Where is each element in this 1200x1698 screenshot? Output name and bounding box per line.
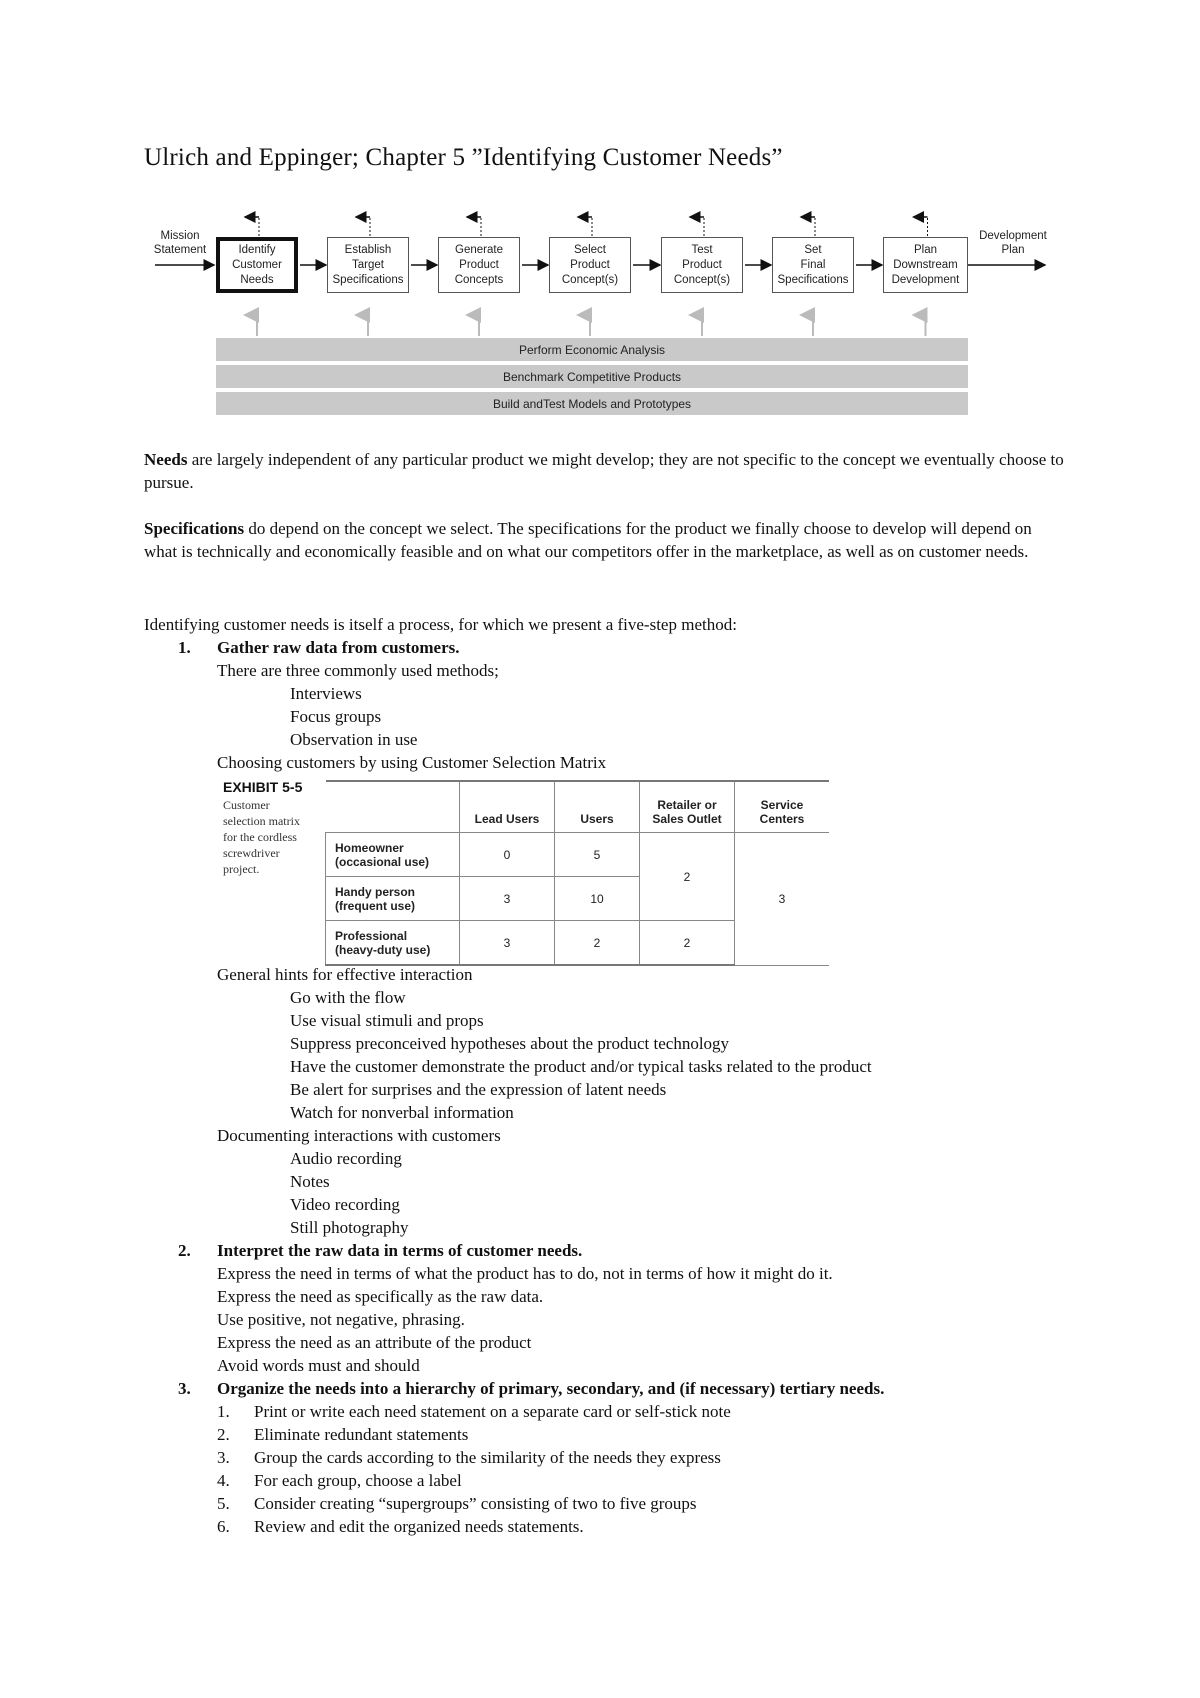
organize-item-text: Eliminate redundant statements [254,1425,469,1444]
organize-item-number: 6. [217,1517,230,1536]
doc-item: Still photography [290,1218,409,1237]
matrix-cell: 3 [460,877,555,921]
organize-item-number: 4. [217,1471,230,1490]
page-title: Ulrich and Eppinger; Chapter 5 ”Identifying Customer Needs” [144,144,783,171]
step-1-title: Gather raw data from customers. [217,638,460,657]
process-diagram [150,200,1060,422]
organize-item-text: For each group, choose a label [254,1471,462,1490]
needs-paragraph [144,448,1064,494]
specs-paragraph [144,517,1064,563]
organize-item-number: 5. [217,1494,230,1513]
matrix-col-header: Users [555,781,640,833]
band-economic-analysis: Perform Economic Analysis [216,338,968,361]
matrix-row [326,833,830,877]
matrix-corner [326,781,460,833]
hint-item: Suppress preconceived hypotheses about the product technology [290,1034,730,1053]
specs-term: Specifications [144,519,245,538]
exhibit-label: EXHIBIT 5-5 [223,779,303,795]
hint-item: Be alert for surprises and the expression of latent needs [290,1080,667,1099]
organize-item-number: 1. [217,1402,230,1421]
band-benchmark: Benchmark Competitive Products [216,365,968,388]
matrix-cell: 2 [555,921,640,966]
organize-item [217,1515,584,1538]
interpret-guideline: Express the need as specifically as the raw data. [217,1287,544,1306]
hint-item: Go with the flow [290,988,406,1007]
matrix-row-label: Professional (heavy-duty use) [326,921,460,966]
methods-intro: There are three commonly used methods; [217,661,499,680]
hint-item: Watch for nonverbal information [290,1103,514,1122]
matrix-cell-merged: 3 [735,833,830,966]
step-2-number: 2. [178,1241,191,1260]
matrix-cell: 5 [555,833,640,877]
band-build-test: Build andTest Models and Prototypes [216,392,968,415]
organize-item-text: Consider creating “supergroups” consisting of two to five groups [254,1494,697,1513]
matrix-col-header: Retailer or Sales Outlet [640,781,735,833]
organize-item [217,1492,697,1515]
hint-item: Have the customer demonstrate the product and/or typical tasks related to the product [290,1057,872,1076]
method-item: Focus groups [290,707,382,726]
step-3-heading [178,1377,884,1400]
matrix-cell: 3 [460,921,555,966]
organize-item-text: Group the cards according to the similarity of the needs they express [254,1448,721,1467]
exhibit-caption: Customer selection matrix for the cordless screwdriver project. [223,798,300,876]
method-item: Interviews [290,684,362,703]
step-1-number: 1. [178,638,191,657]
stage-box-identify-needs: Identify Customer Needs [216,237,298,293]
matrix-cell: 0 [460,833,555,877]
interpret-guideline: Express the need in terms of what the product has to do, not in terms of how it might do it. [217,1264,833,1283]
development-plan-label: Development Plan [979,230,1047,256]
needs-term: Needs [144,450,188,469]
stage-box-test-concepts: Test Product Concept(s) [661,237,743,293]
organize-item [217,1423,468,1446]
matrix-row-label: Homeowner (occasional use) [326,833,460,877]
organize-item [217,1469,462,1492]
stage-box-generate-concepts: Generate Product Concepts [438,237,520,293]
hint-item: Use visual stimuli and props [290,1011,484,1030]
interpret-guideline: Use positive, not negative, phrasing. [217,1310,465,1329]
diagram-connectors [150,200,1060,422]
matrix-cell: 10 [555,877,640,921]
doc-item: Audio recording [290,1149,402,1168]
doc-item: Video recording [290,1195,400,1214]
stage-box-select-concepts: Select Product Concept(s) [549,237,631,293]
matrix-col-header: Service Centers [735,781,830,833]
step-2-title: Interpret the raw data in terms of customer needs. [217,1241,583,1260]
organize-item [217,1446,721,1469]
documenting-intro: Documenting interactions with customers [217,1126,501,1145]
step-3-number: 3. [178,1379,191,1398]
doc-item: Notes [290,1172,330,1191]
matrix-row-label: Handy person (frequent use) [326,877,460,921]
method-intro: Identifying customer needs is itself a process, for which we present a five-step method: [144,615,737,634]
organize-item-number: 2. [217,1425,230,1444]
mission-statement-label: Mission Statement [153,230,207,256]
matrix-cell-merged: 2 [640,833,735,921]
interpret-guideline: Avoid words must and should [217,1356,420,1375]
step-3-title: Organize the needs into a hierarchy of primary, secondary, and (if necessary) tertiary needs. [217,1379,885,1398]
matrix-col-header: Lead Users [460,781,555,833]
organize-item [217,1400,731,1423]
matrix-intro: Choosing customers by using Customer Selection Matrix [217,753,607,772]
step-2-heading [178,1239,582,1262]
stage-box-downstream-dev: Plan Downstream Development [883,237,968,293]
organize-item-number: 3. [217,1448,230,1467]
hints-intro: General hints for effective interaction [217,965,473,984]
specs-text: do depend on the concept we select. The specifications for the product we finally choose to develop will depend on what is technically and economically feasible and on what our competitors offer in the marketplace, as well as on customer needs. [144,519,1032,561]
customer-selection-matrix [325,780,829,966]
matrix-cell: 2 [640,921,735,966]
stage-box-final-specs: Set Final Specifications [772,237,854,293]
needs-text: are largely independent of any particular product we might develop; they are not specific to the concept we eventually choose to pursue. [144,450,1064,492]
step-1-heading [178,636,460,659]
interpret-guideline: Express the need as an attribute of the product [217,1333,532,1352]
organize-item-text: Print or write each need statement on a separate card or self-stick note [254,1402,731,1421]
stage-box-target-specs: Establish Target Specifications [327,237,409,293]
method-item: Observation in use [290,730,418,749]
organize-item-text: Review and edit the organized needs statements. [254,1517,584,1536]
